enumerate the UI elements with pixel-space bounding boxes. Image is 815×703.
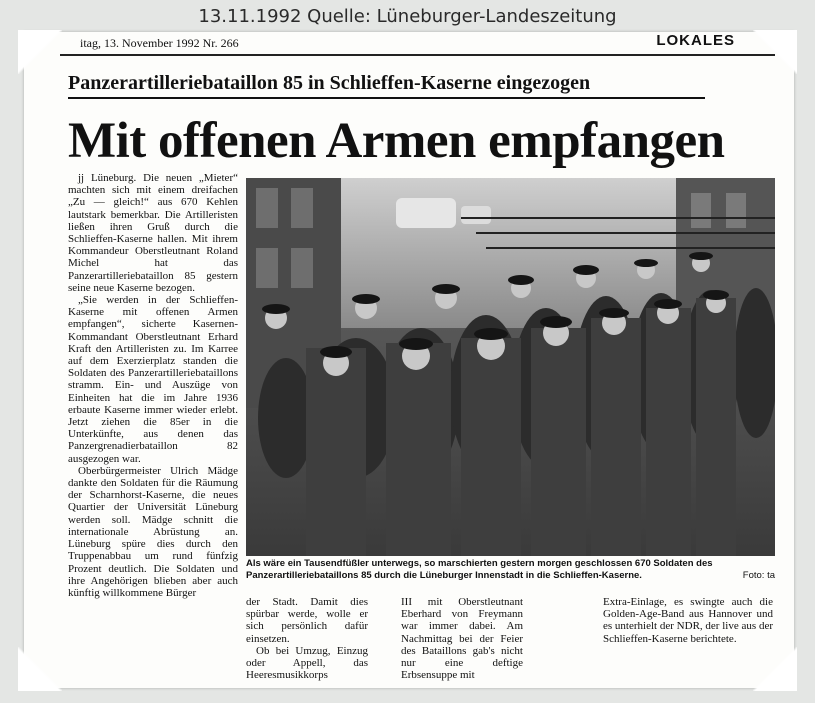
dateline: itag, 13. November 1992 Nr. 266 — [80, 36, 239, 50]
article-paragraph: jj Lüneburg. Die neuen „Mieter“ machten sich mit einem dreifachen „Zu — gleich!“ aus 670 Kehlen lautstark bemerkbar. Die Artilleristen ließen ihren Gruß durch die Schlieffen-Kaserne hallen. Mit ihrem Kommandeur Oberstleutnant Roland Michel hat das Panzerartilleriebataillon 85 gestern seine neue Kaserne bezogen. — [68, 172, 238, 294]
masthead-rule — [60, 54, 775, 56]
page-caption: 13.11.1992 Quelle: Lüneburger-Landeszeitung — [198, 6, 617, 27]
photo-corner-bottom-left — [18, 647, 62, 691]
photo-credit: Foto: ta — [742, 570, 775, 581]
soldiers-marching-photo — [246, 178, 775, 556]
article-paragraph: „Sie werden in der Schlieffen-Kaserne mit offenen Armen empfangen“, sicherte Kasernen-Kommandant Oberstleutnant Erhard Kraft den Artilleristen zu. Im Karree auf dem Exerzierplatz standen die Soldaten des Panzerartilleriebataillons stramm. Ein- und Auszüge von Einheiten hat die im Jahre 1936 erbaute Kaserne immer wieder erlebt. Jetzt ziehen die 85er in die Unterkünfte, aus denen das Panzergrenadierbataillon 82 ausgezogen war. — [68, 294, 238, 465]
photo-caption — [246, 558, 775, 582]
masthead — [60, 32, 775, 52]
article-kicker: Panzerartilleriebataillon 85 in Schlieffen-Kaserne eingezogen — [68, 72, 591, 94]
article-bottom-columns — [246, 596, 775, 682]
article-column — [401, 596, 523, 681]
photo-caption-text: Als wäre ein Tausendfüßler unterwegs, so marschierten gestern morgen geschlossen 670 Soldaten des Panzerartilleriebataillons 85 durch die Lüneburger Innenstadt in die Schlieffen-Kaserne. — [246, 558, 713, 581]
section-label: LOKALES — [656, 32, 735, 49]
article-left-column — [68, 172, 238, 599]
article-paragraph: der Stadt. Damit dies spürbar werde, wolle er sich persönlich dafür einsetzen. — [246, 596, 368, 645]
kicker-underline — [68, 97, 705, 99]
article-paragraph: Oberbürgermeister Ulrich Mädge dankte den Soldaten für die Räumung der Scharnhorst-Kaserne, die neues Quartier der Universität Lüneburg werden soll. Mädge schnitt die internationale Abrüstung an. Lüneburg spüre dies durch den Truppenabbau um rund fünfzig Prozent deutlich. Die Soldaten und ihre Angehörigen blieben aber auch künftig willkommene Bürger — [68, 464, 238, 599]
article-column — [246, 596, 368, 681]
article-column — [603, 596, 773, 645]
article-paragraph: Ob bei Umzug, Einzug oder Appell, das Heeresmusikkorps — [246, 644, 368, 682]
article-paragraph: Extra-Einlage, es swingte auch die Golden-Age-Band aus Hannover und es unterhielt der NDR, der live aus der Schlieffen-Kaserne berichtete. — [603, 596, 773, 645]
article-headline: Mit offenen Armen empfangen — [68, 113, 725, 169]
photo-illustration — [246, 178, 775, 556]
article-paragraph: III mit Oberstleutnant Eberhard von Freymann war immer dabei. Am Nachmittag bei der Feier des Bataillons gab's nicht nur eine deftige Erbsensuppe mit — [401, 596, 523, 682]
photo-corner-top-left — [18, 30, 62, 74]
